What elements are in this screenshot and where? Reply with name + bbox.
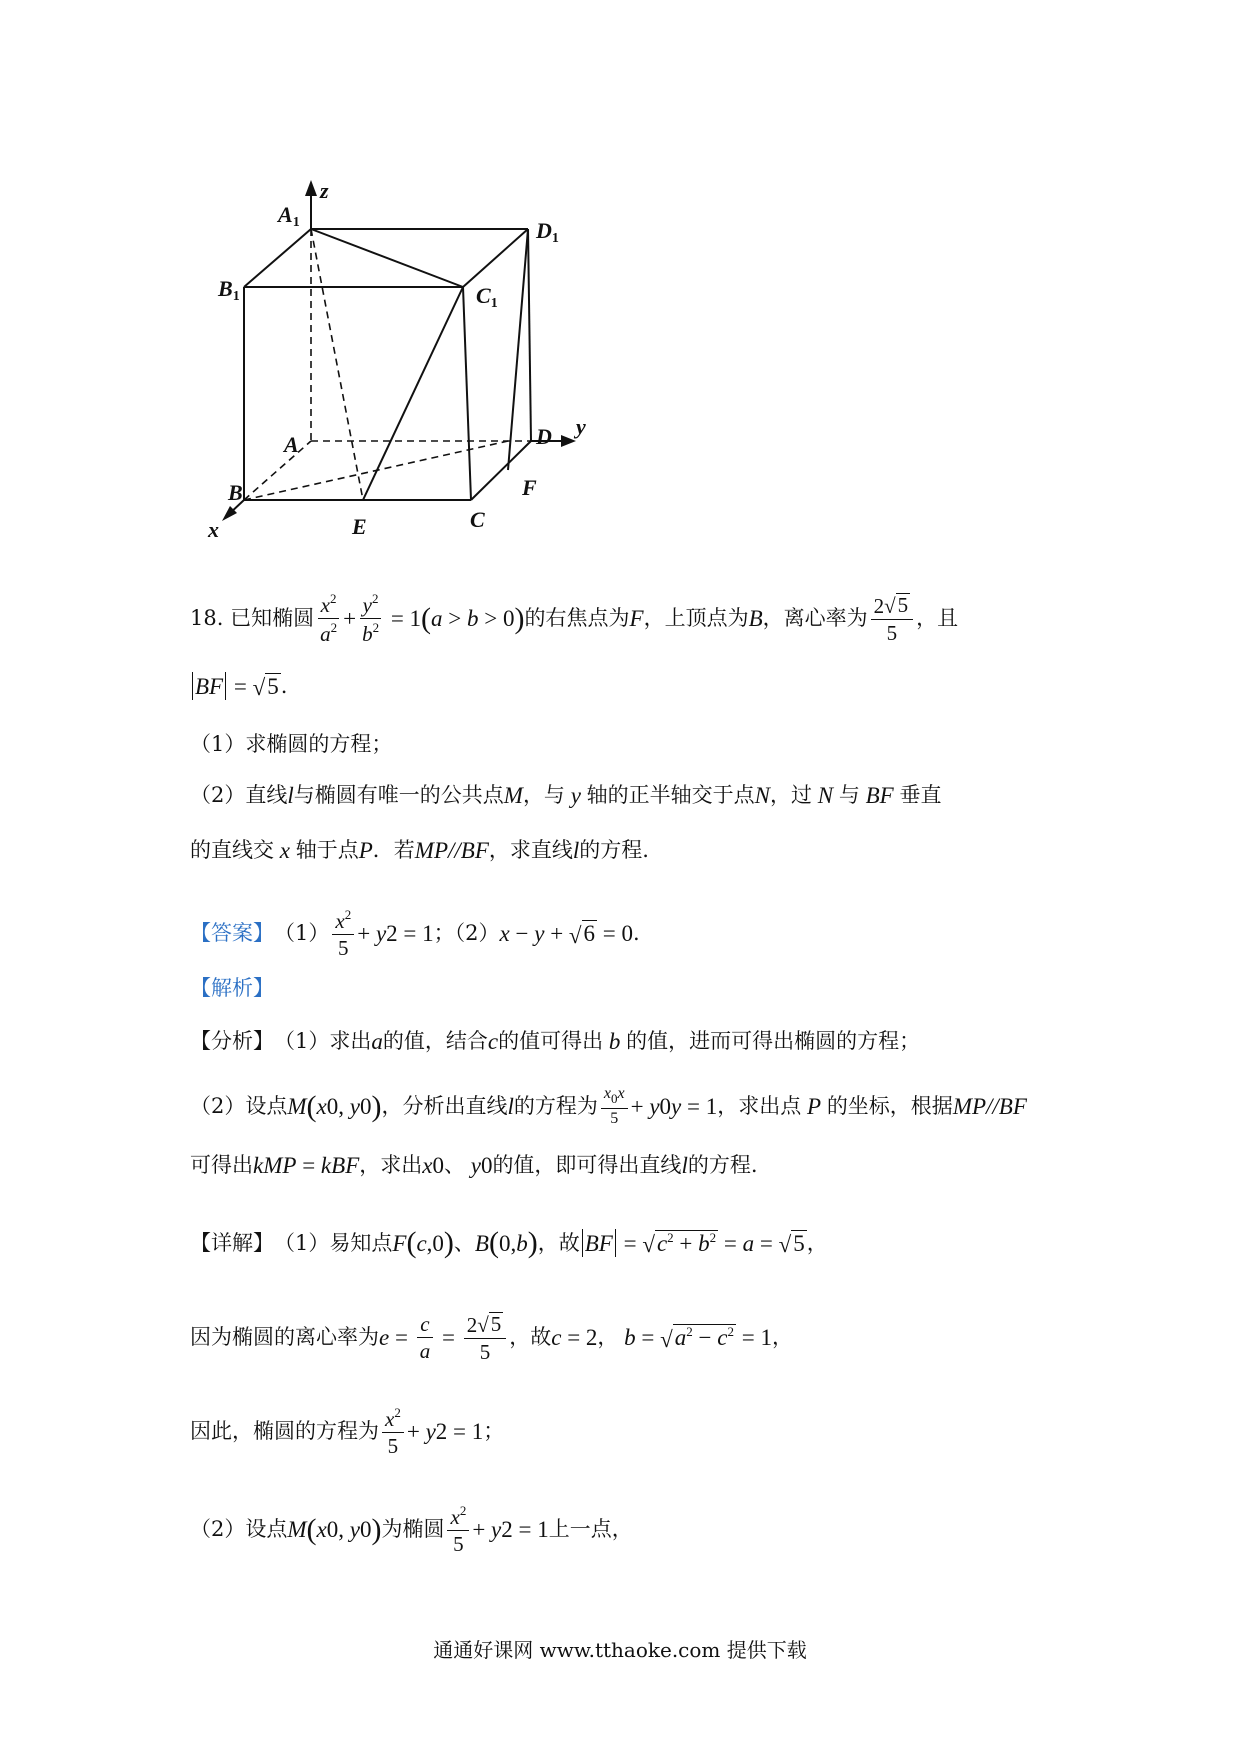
problem-line-2: BF = √ 5 . bbox=[190, 672, 287, 700]
label-a1: A1 bbox=[278, 202, 300, 230]
edge-a1e bbox=[311, 229, 363, 500]
edge-c1d1 bbox=[463, 229, 528, 287]
page-footer: 通通好课网 www.tthaoke.com 提供下载 bbox=[433, 1638, 807, 1662]
problem-line-1: 18. 已知椭圆 $\frac{x^2}{a^2}$ + $\frac{y^2}{b^2}$ = 1 ( a > b > 0 ) 的右焦点为 F ，上顶点为 B ，离心率为 2√ 5 5 ，且 bbox=[190, 591, 959, 647]
analysis-tag: 【解析】 bbox=[190, 976, 274, 1000]
label-b1: B1 bbox=[218, 276, 240, 304]
label-a: A bbox=[284, 432, 299, 457]
y-arrow bbox=[561, 435, 576, 447]
detail-line-4: （2）设点 M ( x 0 , y 0 ) 为椭圆 $\frac{x^2}{5}$ + y 2 = 1 上一点， bbox=[190, 1503, 633, 1557]
edge-d1d bbox=[528, 229, 531, 441]
cube-figure bbox=[195, 170, 595, 550]
label-f: F bbox=[522, 475, 537, 500]
label-c1: C1 bbox=[476, 283, 498, 311]
answer-line: 【答案】 （1） $\frac{x^2}{5}$ + y 2 = 1 ；（2） x − y + √ 6 = 0 . bbox=[190, 907, 640, 961]
edge-d1f bbox=[508, 229, 528, 470]
edge-b1a1 bbox=[244, 229, 311, 287]
answer-tag: 【答案】 bbox=[190, 921, 274, 946]
detail-line-3: 因此，椭圆的方程为 $\frac{x^2}{5}$ + y 2 = 1 ； bbox=[190, 1405, 505, 1459]
question-1: （1）求椭圆的方程； bbox=[190, 732, 393, 756]
z-arrow bbox=[305, 180, 317, 196]
label-d1: D1 bbox=[536, 218, 559, 246]
question-2-line-1: （2）直线 l 与椭圆有唯一的公共点 M ，与 y 轴的正半轴交于点 N ，过 N 与 BF 垂直 bbox=[190, 783, 942, 808]
label-c: C bbox=[470, 507, 485, 532]
label-y: y bbox=[576, 414, 586, 439]
fraction-x2-a2: $\frac{x^2}{a^2}$ bbox=[317, 592, 340, 645]
question-2-line-2: 的直线交 x 轴于点 P ．若 MP//BF ，求直线 l 的方程. bbox=[190, 838, 649, 863]
analysis-line-1: 【分析】 （1）求出 a 的值，结合 c 的值可得出 b 的值，进而可得出椭圆的方程； bbox=[190, 1029, 921, 1054]
detail-line-2: 因为椭圆的离心率为 e = $\frac{c}{a}$ = 2√ 5 5 ，故 c = 2 ， b = √ $a^2 - c^2$ = 1 ， bbox=[190, 1312, 793, 1365]
detail-line-1: 【详解】 （1）易知点 F ( c ,0 ) 、 B ( 0, b ) ，故 BF = √ $c^2 + b^2$ = a = √ 5 ， bbox=[190, 1226, 828, 1259]
label-x: x bbox=[208, 517, 219, 542]
edge-c1c bbox=[463, 287, 471, 500]
label-z: z bbox=[320, 178, 329, 203]
analysis-line-2: （2）设点 M ( x 0 , y 0 ) ，分析出直线 l 的方程为 $\frac{x_0x}{5}$ + y 0 y = 1 ，求出点 P 的坐标，根据 MP//BF bbox=[190, 1085, 1027, 1127]
edge-a1c1 bbox=[311, 229, 463, 287]
analysis-line-3: 可得出 k MP = k BF ，求出 x 0 、 y 0 的值，即可得出直线 l 的方程. bbox=[190, 1153, 758, 1178]
label-e: E bbox=[352, 514, 367, 539]
edge-c1e bbox=[363, 287, 463, 500]
label-d: D bbox=[536, 424, 552, 449]
label-b: B bbox=[228, 480, 243, 505]
edge-ba bbox=[244, 441, 311, 500]
fraction-y2-b2: $\frac{y^2}{b^2}$ bbox=[359, 592, 382, 645]
fraction-ecc: 2√ 5 5 bbox=[871, 593, 914, 644]
